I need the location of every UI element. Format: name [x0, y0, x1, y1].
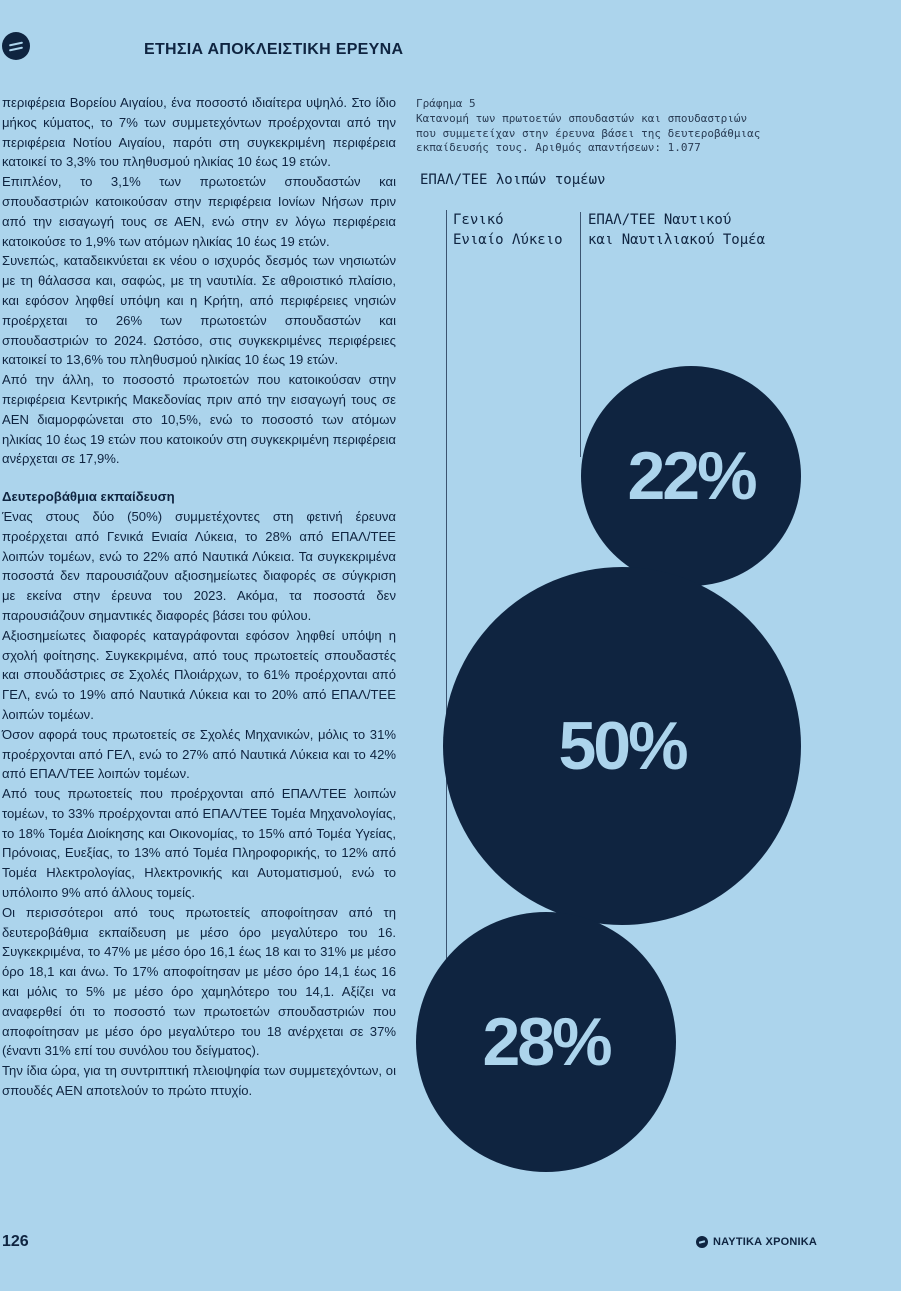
chart-caption-line: εκπαίδευσής τους. Αριθμός απαντήσεων: 1.077: [416, 141, 701, 155]
paragraph: Την ίδια ώρα, για τη συντριπτική πλειοψηφία των συμμετεχόντων, οι σπουδές ΑΕΝ αποτελούν το πρώτο πτυχίο.: [2, 1063, 396, 1099]
bubble-general-lyceum: [443, 567, 801, 925]
leader-line-epal-nautical: [580, 212, 581, 457]
article-body: [2, 93, 396, 1101]
chart-label-epal-nautical: [588, 210, 765, 250]
chart-label-general-lyceum: [453, 210, 563, 250]
chart-label-epal-other: [420, 170, 605, 190]
label-line: ΕΠΑΛ/ΤΕΕ Ναυτικού: [588, 212, 732, 228]
label-line: και Ναυτιλιακού Τομέα: [588, 232, 766, 248]
paragraph: Επιπλέον, το 3,1% των πρωτοετών σπουδαστών και σπουδαστριών κατοικούσαν στην περιφέρεια Ιονίων Νήσων πριν από την εισαγωγή τους σε ΑΕΝ, ενώ στην εν λόγω περιφέρεια κατοικούσε το 1,9% των ατόμων ηλικίας 10 έως 19 ετών.: [2, 174, 396, 249]
paragraph: Ένας στους δύο (50%) συμμετέχοντες στη φετινή έρευνα προέρχεται από Γενικά Ενιαία Λύκεια, το 28% από ΕΠΑΛ/ΤΕΕ λοιπών τομέων, ενώ το 22% από Ναυτικά Λύκεια. Τα συγκεκριμένα ποσοστά δεν παρουσιάζουν αξιοσημείωτες διαφορές σε σύγκριση με εκείνα στην έρευνα του 2023. Ακόμα, τα ποσοστά δεν παρουσιάζουν σημαντικές διαφορές βάσει του φύλου.: [2, 508, 396, 623]
leader-line-epal-other: [446, 210, 447, 960]
chart-caption: [416, 97, 836, 156]
bubble-value-label: 22%: [627, 438, 755, 514]
bubble-epal-other: [416, 912, 676, 1172]
chart-caption-line: Κατανομή των πρωτοετών σπουδαστών και σπουδαστριών: [416, 111, 748, 125]
section-title: ΕΤΗΣΙΑ ΑΠΟΚΛΕΙΣΤΙΚΗ ΕΡΕΥΝΑ: [144, 41, 404, 58]
paragraph: Συνεπώς, καταδεικνύεται εκ νέου ο ισχυρός δεσμός των νησιωτών με τη θάλασσα και, σαφώς, με τη ναυτιλία. Σε αθροιστικό πλαίσιο, και εφόσον ληφθεί υπόψη και η Κρήτη, από περιφέρειες νησιών προέρχεται το 26% των πρωτοετών σπουδαστών και σπουδαστριών το 2024. Ωστόσο, στις συγκεκριμένες περιφέρειες κατοικεί το 13,6% του πληθυσμού ηλικίας 10 έως 19 ετών.: [2, 253, 396, 368]
chart-caption-line: που συμμετείχαν στην έρευνα βάσει της δευτεροβάθμιας: [416, 126, 761, 140]
label-line: Γενικό: [453, 212, 504, 228]
paragraph: Όσον αφορά τους πρωτοετείς σε Σχολές Μηχανικών, μόλις το 31% προέρχονται από ΓΕΛ, ενώ το 27% από Ναυτικά Λύκεια και το 42% από ΕΠΑΛ/ΤΕΕ λοιπών τομέων.: [2, 726, 396, 782]
paragraph: περιφέρεια Βορείου Αιγαίου, ένα ποσοστό ιδιαίτερα υψηλό. Στο ίδιο μήκος κύματος, το 7% των συμμετεχόντων προέρχονται από την περιφέρεια Νοτίου Αιγαίου, παρότι στη συγκεκριμένη περιφέρεια κατοικεί το 3,3% του πληθυσμού ηλικίας 10 έως 19 ετών.: [2, 95, 396, 170]
page-number: 126: [2, 1233, 29, 1250]
bubble-epal-nautical: [581, 366, 801, 586]
footer-brand: [696, 1236, 817, 1248]
paragraph: Από την άλλη, το ποσοστό πρωτοετών που κατοικούσαν στην περιφέρεια Κεντρικής Μακεδονίας πριν από την εισαγωγή τους σε ΑΕΝ διαμορφώνεται στο 10,5%, ενώ το ποσοστό των ατόμων ηλικίας 10 έως 19 ετών που κατοικούν στη συγκεκριμένη περιφέρεια ανέρχεται σε 17,9%.: [2, 372, 396, 467]
paragraph: Από τους πρωτοετείς που προέρχονται από ΕΠΑΛ/ΤΕΕ λοιπών τομέων, το 33% προέρχονται από ΕΠΑΛ/ΤΕΕ Τομέα Μηχανολογίας, το 18% Τομέα Διοίκησης και Οικονομίας, το 15% από Τομέα Υγείας, Πρόνοιας, Ευεξίας, το 13% από Τομέα Πληροφορικής, το 12% από Τομέα Ηλεκτρολογίας, Ηλεκτρονικής και Αυτοματισμού, ενώ το υπόλοιπο 9% από άλλους τομείς.: [2, 786, 396, 901]
label-line: ΕΠΑΛ/ΤΕΕ λοιπών τομέων: [420, 172, 606, 188]
paragraph: Αξιοσημείωτες διαφορές καταγράφονται εφόσον ληφθεί υπόψη η σχολή φοίτησης. Συγκεκριμένα, από τους πρωτοετείς σπουδαστές και σπουδάστριες σε Σχολές Πλοιάρχων, το 61% προέρχονται από ΓΕΛ, ενώ το 19% από Ναυτικά Λύκεια και το 20% από ΕΠΑΛ/ΤΕΕ λοιπών τομέων.: [2, 627, 396, 722]
chart-caption-line: Γράφημα 5: [416, 97, 476, 110]
magazine-logo-icon: [2, 32, 30, 60]
paragraph: Οι περισσότεροι από τους πρωτοετείς αποφοίτησαν από τη δευτεροβάθμια εκπαίδευση με μέσο όρο μεγαλύτερο του 16. Συγκεκριμένα, το 47% με μέσο όρο 16,1 έως 18 και το 31% με μέσο όρο 18,1 και άνω. Το 17% αποφοίτησαν με μέσο όρο 14,1 έως 16 και μόλις το 5% με μέσο όρο χαμηλότερο του 14,1. Αξίζει να αναφερθεί ότι το ποσοστό των πρωτοετών σπουδαστριών που αποφοίτησαν με μέσο όρο μεγαλύτερο του 18 ανέρχεται σε 37% (έναντι 31% επί του συνόλου του δείγματος).: [2, 904, 396, 1059]
nautika-chronika-logo-icon: [696, 1236, 708, 1248]
subheading-secondary-education: Δευτεροβάθμια εκπαίδευση: [2, 489, 175, 505]
bubble-value-label: 28%: [482, 1004, 610, 1080]
label-line: Ενιαίο Λύκειο: [453, 232, 563, 248]
brand-name: ΝΑΥΤΙΚΑ ΧΡΟΝΙΚΑ: [713, 1236, 818, 1248]
bubble-value-label: 50%: [558, 708, 686, 784]
